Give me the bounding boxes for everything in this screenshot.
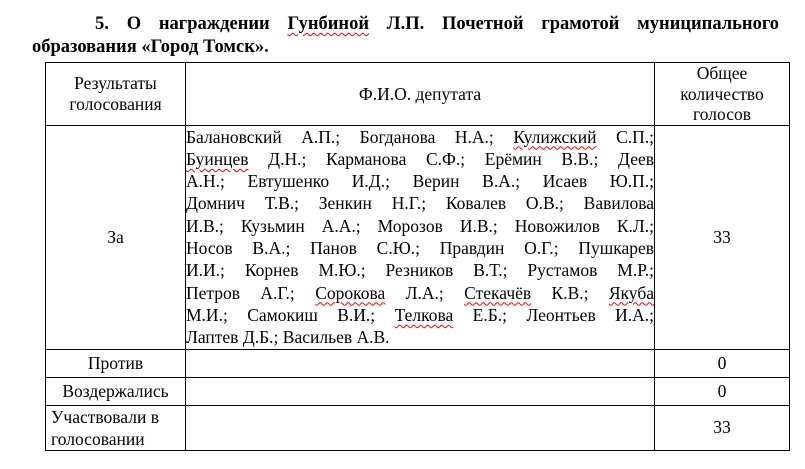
table-row-uchastvovali <box>46 405 790 450</box>
spellcheck-underline: Якуба <box>608 282 654 303</box>
table-header-row <box>46 63 790 126</box>
votes-value-protiv: 0 <box>655 349 790 377</box>
result-label-protiv: Против <box>46 349 186 377</box>
heading-line: образования «Город Томск». <box>32 37 269 57</box>
heading-line: 5. О награждении Гунбиной Л.П. Почетной грамотой муниципального <box>95 14 780 34</box>
table-row-protiv <box>46 349 790 377</box>
result-label-vozderzhalis: Воздержались <box>46 377 186 405</box>
result-label-za: За <box>46 125 186 349</box>
votes-value-uchastvovali: 33 <box>655 405 790 450</box>
voting-results-table <box>45 62 790 451</box>
column-header-deputy-name: Ф.И.О. депутата <box>186 63 655 126</box>
result-label-uchastvovali: Участвовали в голосовании <box>46 405 186 450</box>
votes-value-vozderzhalis: 0 <box>655 377 790 405</box>
votes-value-za: 33 <box>655 125 790 349</box>
page <box>0 13 805 469</box>
spellcheck-underline: Сорокова <box>315 282 386 303</box>
deputies-cell <box>186 125 655 349</box>
deputies-cell-empty <box>186 377 655 405</box>
spellcheck-underline: Буинцев <box>186 148 249 169</box>
table-row-vozderzhalis <box>46 377 790 405</box>
spellcheck-underline: Кулижский <box>513 126 597 147</box>
table-row-za <box>46 125 790 349</box>
column-header-total-votes: Общее количество голосов <box>655 63 790 126</box>
spellcheck-underline: Телкова <box>394 304 454 325</box>
deputies-cell-empty <box>186 349 655 377</box>
deputies-cell-empty <box>186 405 655 450</box>
column-header-voting-results: Результаты голосования <box>46 63 186 126</box>
spellcheck-underline: Стекачёв <box>464 282 532 303</box>
spellcheck-underline: Гунбиной <box>287 14 369 34</box>
deputies-list: Балановский А.П.; Богданова Н.А.; Кулижский С.П.; Буинцев Д.Н.; Карманова С.Ф.; Ерёмин В.В.; Деев А.Н.; Евтушенко И.Д.; Верин В.А.; Исаев Ю.П.; Домнич Т.В.; Зенкин Н.Г.; Ковалев О.В.; Вавилова И.В.; Кузьмин А.А.; Морозов И.В.; Новожилов К.Л.; Носов В.А.; Панов С.Ю.; Правдин О.Г.; Пушкарев И.И.; Корнев М.Ю.; Резников В.Т.; Рустамов М.Р.; Петров А.Г.; Сорокова Л.А.; Стекачёв К.В.; Якуба М.И.; Самокиш В.И.; Телкова Е.Б.; Леонтьев И.А.; Лаптев Д.Б.; Васильев А.В. <box>186 126 654 348</box>
document-heading <box>32 13 779 59</box>
